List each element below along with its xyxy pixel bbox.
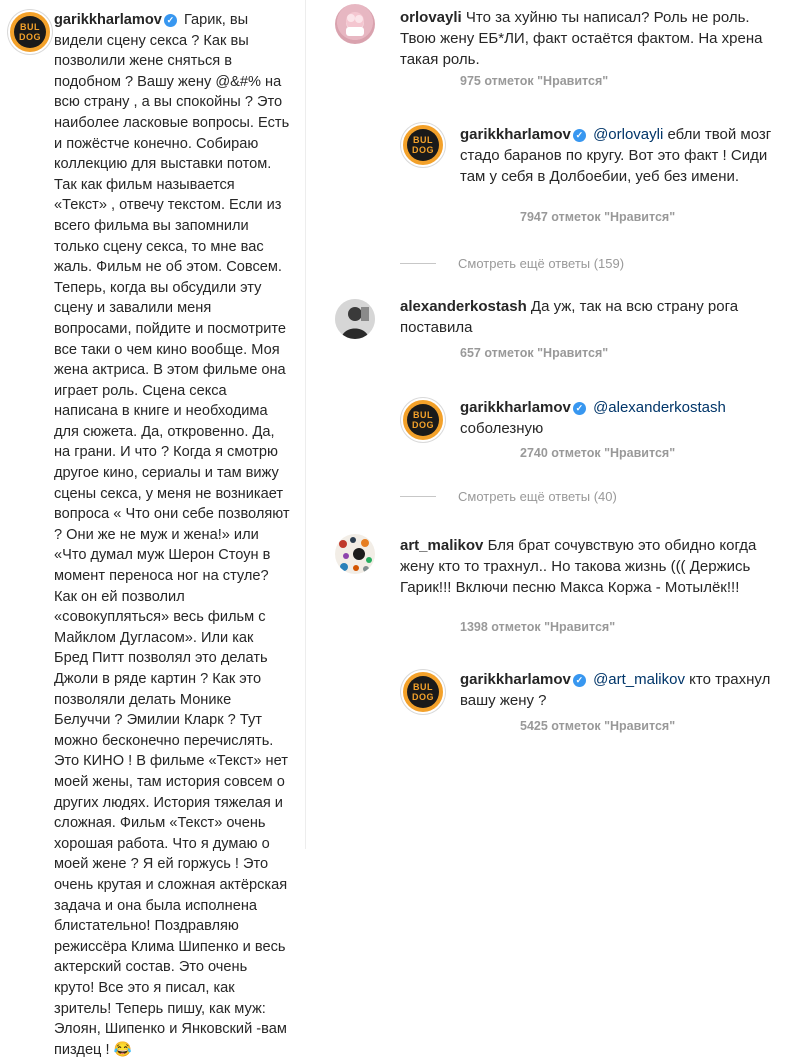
bulldog-logo: BUL DOG bbox=[407, 404, 439, 436]
flower-cup-icon bbox=[335, 4, 375, 44]
reply-likes[interactable]: 2740 отметок "Нравится" bbox=[520, 446, 676, 460]
reply-username[interactable]: garikkharlamov bbox=[460, 126, 571, 143]
reply-mention[interactable]: @orlovayli bbox=[593, 126, 664, 143]
more-replies-line bbox=[400, 496, 436, 497]
comment-likes[interactable]: 975 отметок "Нравится" bbox=[460, 74, 609, 88]
alexanderkostash-avatar[interactable] bbox=[335, 299, 375, 339]
reply-text bbox=[460, 398, 785, 440]
comment-username[interactable]: art_malikov bbox=[400, 537, 484, 554]
verified-icon: ✓ bbox=[573, 129, 586, 142]
artwork-icon bbox=[335, 534, 375, 574]
reply-author-avatar[interactable] bbox=[401, 123, 445, 167]
verified-icon: ✓ bbox=[164, 14, 177, 27]
post-author-avatar[interactable] bbox=[8, 10, 52, 54]
comment-text bbox=[400, 297, 785, 339]
reply-text bbox=[460, 125, 785, 187]
view-more-replies-button[interactable] bbox=[400, 489, 617, 504]
comment-body: Что за хуйню ты написал? Роль не роль. Твою жену ЕБ*ЛИ, факт остаётся фактом. На хрена такая роль. bbox=[400, 9, 763, 68]
comment-likes[interactable]: 657 отметок "Нравится" bbox=[460, 346, 609, 360]
view-more-replies-button[interactable] bbox=[400, 256, 624, 271]
reply-body: ебли твой мозг стадо баранов по кругу. Вот это факт ! Сиди там у себя в Долбоебии, уеб без имени. bbox=[460, 126, 772, 185]
post-author-username[interactable]: garikkharlamov bbox=[54, 12, 162, 28]
reply-body: соболезную bbox=[460, 419, 544, 437]
comment-username[interactable]: orlovayli bbox=[400, 9, 462, 26]
reply-username[interactable]: garikkharlamov bbox=[460, 671, 571, 688]
verified-icon: ✓ bbox=[573, 674, 586, 687]
reply-text bbox=[460, 670, 785, 712]
reply-mention[interactable]: @alexanderkostash bbox=[593, 399, 726, 416]
reply-body: кто трахнул вашу жену ? bbox=[460, 671, 771, 709]
bulldog-logo: BUL DOG bbox=[407, 676, 439, 708]
bulldog-logo: BUL DOG bbox=[14, 16, 46, 48]
comment-body: Бля брат сочувствую это обидно когда жену кто то трахнул.. Но такова жизнь ((( Держись Гарик!!! Включи песню Макса Коржа - Мотылёк!!! bbox=[400, 537, 757, 596]
more-replies-label: Смотреть ещё ответы (159) bbox=[458, 256, 625, 271]
reply-mention[interactable]: @art_malikov bbox=[593, 671, 685, 688]
comment-text bbox=[400, 536, 785, 598]
comment-likes[interactable]: 1398 отметок "Нравится" bbox=[460, 620, 616, 634]
comment-username[interactable]: alexanderkostash bbox=[400, 298, 527, 315]
person-photo-icon bbox=[335, 299, 375, 339]
art-malikov-avatar[interactable] bbox=[335, 534, 375, 574]
reply-likes[interactable]: 5425 отметок "Нравится" bbox=[520, 719, 676, 733]
reply-author-avatar[interactable] bbox=[401, 670, 445, 714]
column-divider bbox=[305, 0, 306, 849]
reply-likes[interactable]: 7947 отметок "Нравится" bbox=[520, 210, 676, 224]
more-replies-label: Смотреть ещё ответы (40) bbox=[458, 489, 617, 504]
verified-icon: ✓ bbox=[573, 402, 586, 415]
orlovayli-avatar[interactable] bbox=[335, 4, 375, 44]
more-replies-line bbox=[400, 263, 436, 264]
comment-body: Да уж, так на всю страну рога поставила bbox=[400, 298, 739, 336]
reply-username[interactable]: garikkharlamov bbox=[460, 399, 571, 416]
post-caption-text: Гарик, вы видели сцену секса ? Как вы позволили жене сняться в подобном ? Вашу жену @&#% на всю страну , а вы спокойны ? Это наиболее ласковые вопросы. Есть и пожёстче конечно. Собираю коллекцию для выставки потом. Так как фильм называется «Текст» , отвечу текстом. Если из всего фильма вы запомнили только сцену секса, то мне вас жаль. Фильм не об этом. Совсем. Теперь, когда вы обсудили эту сцену и завалили меня вопросами, пойдите и посмотрите все таки о чем кино вообще. Моя жена актриса. В этом фильме она играет роль. Сцена секса написана в книге и необходима для сюжета. Да, откровенно. Да, на грани. И что ? Когда я смотрю другое кино, сериалы и там вижу сцены секса, у меня не возникает вопроса « Что они себе позволяют ? Они же не муж и жена!» или «Что думал муж Шерон Стоун в момент переноса ног на стуле? Как он ей позволил «совокупляться» весь фильм с Майклом Дугласом». Или как Бред Питт позволял это делать Джоли в ряде картин ? Как это позволяли делать Монике Белуччи ? Эмилии Кларк ? Тут можно бесконечно перечислять. Это КИНО ! В фильме «Текст» нет моей жены, там история совсем о других людях. История тяжелая и сложная. Фильм «Текст» очень хорошая работа. Что я думаю о моей жене ? Я ей горжусь ! Это очень крутая и сложная актёрская задача и она была исполнена блистательно! Поздравляю режиссёра Клима Шипенко и весь актерский состав. Это очень круто! Все это я писал, как зритель! Теперь пишу, как муж: Элоян, Шипенко и Янковский -вам пиздец ! 😂 bbox=[54, 12, 290, 1058]
post-caption bbox=[54, 10, 290, 1060]
comment-text bbox=[400, 8, 785, 70]
reply-author-avatar[interactable] bbox=[401, 398, 445, 442]
bulldog-logo: BUL DOG bbox=[407, 129, 439, 161]
